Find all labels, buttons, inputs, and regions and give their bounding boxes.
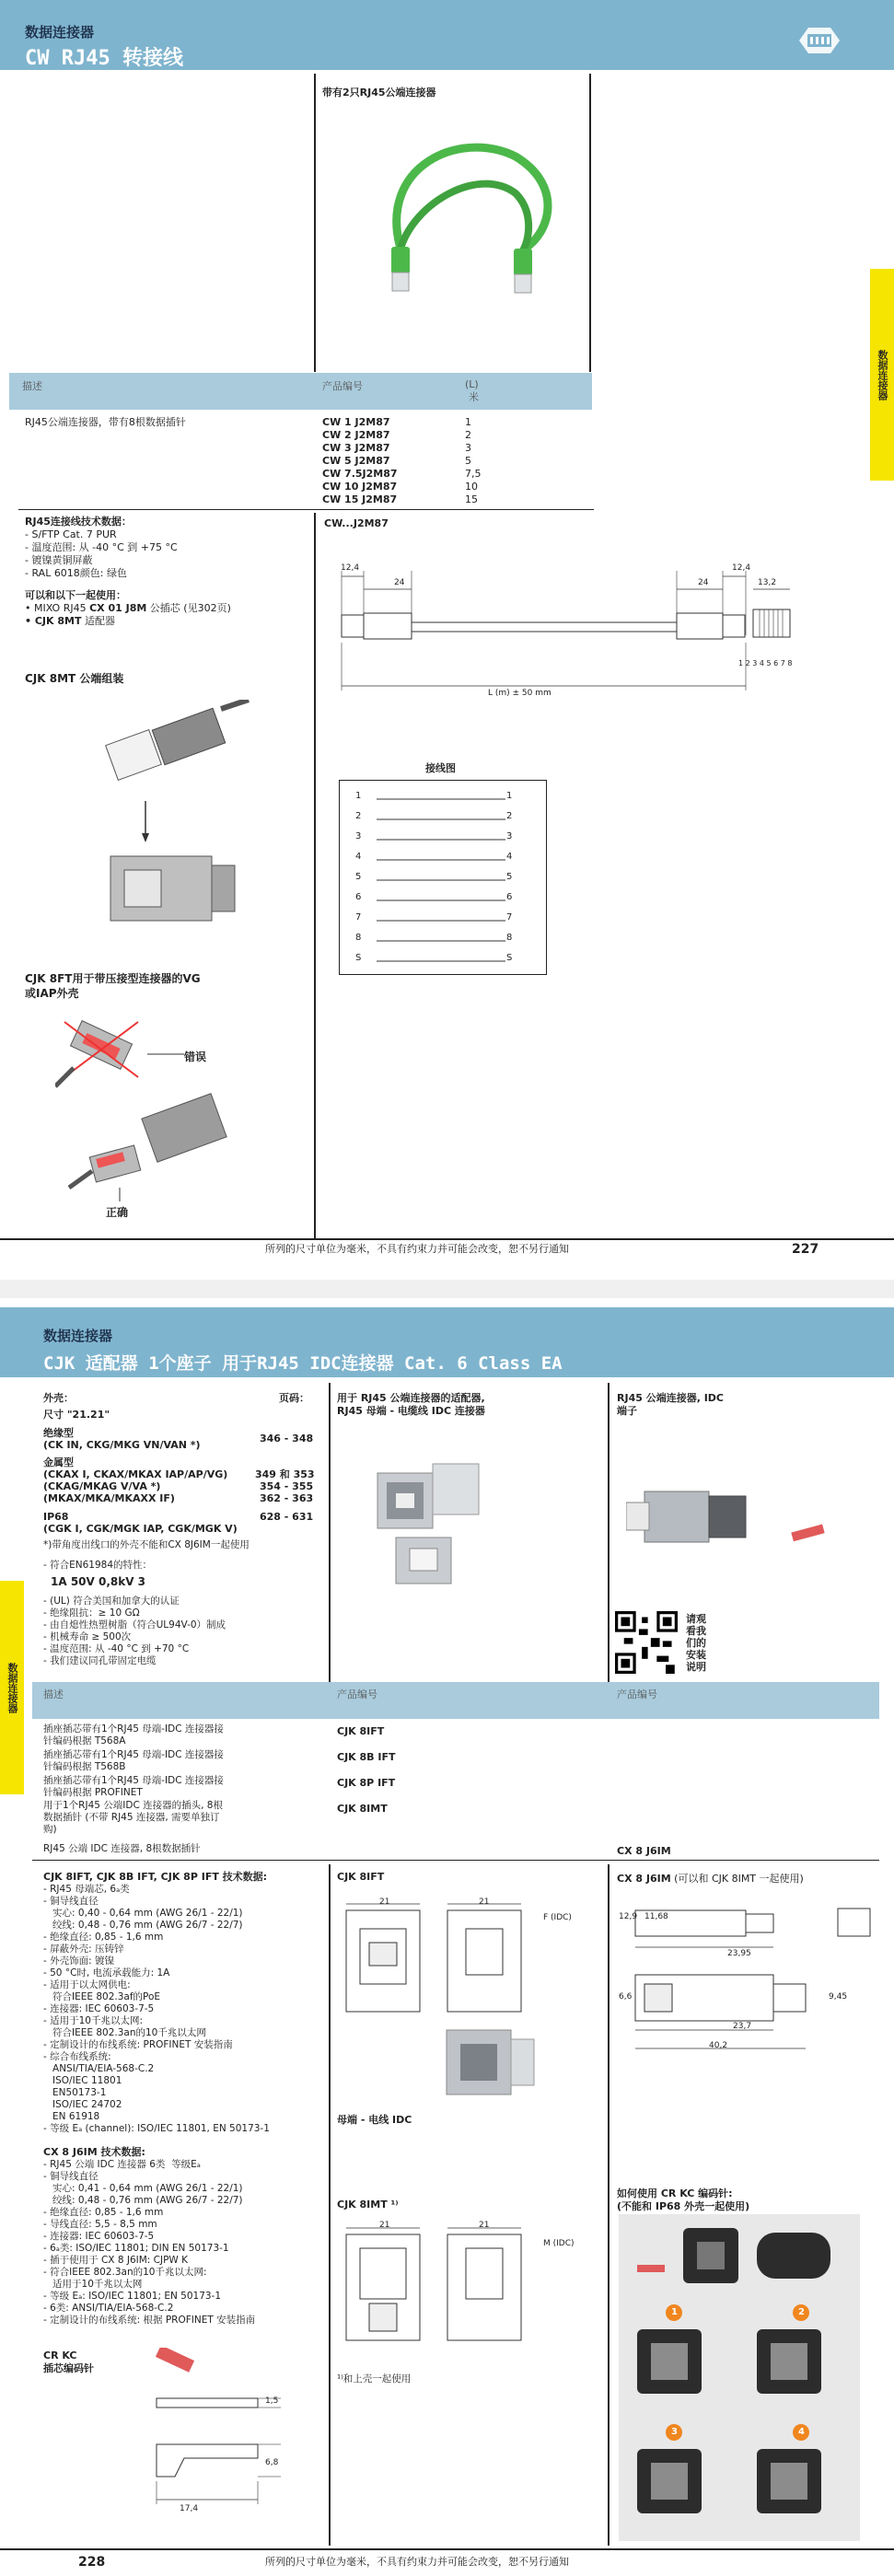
qr-caption: 请观看我们的安装说明 <box>686 1613 706 1673</box>
col3-draw-sub: (可以和 CJK 8IMT 一起使用) <box>674 1873 804 1885</box>
col3-dim-f: 23,7 <box>733 2022 752 2031</box>
page1-section-rule-right <box>322 509 594 510</box>
wire-label: 4 <box>506 852 513 862</box>
dim-length: L (m) ± 50 mm <box>488 689 551 698</box>
step-1: 1 <box>671 2307 678 2317</box>
product-length: 7,5 <box>465 468 482 480</box>
tech2-line: 绞线: 0,48 - 0,76 mm (AWG 26/7 - 22/7) <box>43 2195 243 2206</box>
cable-photo <box>359 110 571 318</box>
tech1-title: CJK 8IFT, CJK 8B IFT, CJK 8P IFT 技术数据: <box>43 1871 268 1883</box>
page2-divider-4 <box>608 1864 610 2546</box>
female-idc-photo <box>433 2021 543 2108</box>
wiring-title: 接线图 <box>425 762 456 774</box>
dim-12-4-left: 12,4 <box>341 563 360 573</box>
p2-head-code: 产品编号 <box>337 1688 377 1700</box>
p2-row-desc: 插座插芯带有1个RJ45 母端-IDC 连接器接针编码根据 PROFINET <box>43 1775 224 1798</box>
page1-side-tab: 数据连接器 <box>870 269 894 481</box>
tech1-line: - 50 °C时, 电流承载能力: 1A <box>43 1967 170 1978</box>
product-code: CW 3 J2M87 <box>322 442 390 454</box>
tech1-line: ISO/IEC 11801 <box>43 2075 122 2086</box>
tech2-line: - 符合IEEE 802.3an的10千兆以太网: <box>43 2267 207 2278</box>
crkc-title: CR KC <box>43 2350 77 2361</box>
table-head-length-unit: 米 <box>469 391 479 403</box>
col2-draw2-title: CJK 8IMT ¹⁾ <box>337 2199 399 2210</box>
page-label: 页码： <box>279 1392 309 1404</box>
page2-category: 数据连接器 <box>43 1328 113 1344</box>
tech-line: - RAL 6018颜色: 绿色 <box>25 567 128 579</box>
tech1-line: 实心: 0,40 - 0,64 mm (AWG 26/1 - 22/1) <box>43 1908 243 1919</box>
tech2-line: 实心: 0,41 - 0,64 mm (AWG 26/1 - 22/1) <box>43 2183 243 2194</box>
table-head-desc: 描述 <box>22 380 42 392</box>
crkc-drawing <box>147 2348 295 2532</box>
wire-label: 1 <box>506 791 513 801</box>
page1-table-header <box>9 373 592 410</box>
tech-title: RJ45连接线技术数据： <box>25 516 132 528</box>
crkc-dim-a: 1,5 <box>265 2396 279 2406</box>
spec-line: - (UL) 符合美国和加拿大的认证 <box>43 1595 180 1607</box>
col3-use-sub: (不能和 IP68 外壳一起使用) <box>617 2200 750 2212</box>
qr-code-icon <box>615 1611 678 1674</box>
tech1-line: - 适用于以太网供电: <box>43 1979 131 1990</box>
product-code: CW 7.5J2M87 <box>322 468 398 480</box>
spec-line: - 机械寿命 ≥ 500次 <box>43 1631 132 1642</box>
cjk-8ft-title: CJK 8FT用于带压接型连接器的VG或IAP外壳 <box>25 972 201 1000</box>
dim-24-right: 24 <box>698 578 709 587</box>
tech-line: - 镀镍黄铜屏蔽 <box>25 554 93 566</box>
female-idc-label: 母端 - 电线 IDC <box>337 2114 412 2126</box>
spec-line: - 温度范围: 从 -40 °C 到 +70 °C <box>43 1643 190 1654</box>
idc-connector-photo <box>626 1464 875 1565</box>
col2-label: 用于 RJ45 公端连接器的适配器, RJ45 母端 - 电缆线 IDC 连接器 <box>337 1392 485 1417</box>
tech1-line: 绞线: 0,48 - 0,76 mm (AWG 26/7 - 22/7) <box>43 1920 243 1931</box>
tech1-line: - 适用于10千兆以太网: <box>43 2015 144 2026</box>
housing-detail: (MKAX/MKA/MKAXX IF) <box>43 1492 175 1504</box>
p2-row-desc: 插座插芯带有1个RJ45 母端-IDC 连接器接针编码根据 T568A <box>43 1723 224 1746</box>
page1-footer-note: 所列的尺寸单位为毫米，不具有约束力并可能会改变，恕不另行通知 <box>265 1243 569 1255</box>
col2-dim-a: 21 <box>379 1897 390 1907</box>
step-2: 2 <box>798 2307 805 2317</box>
housing-pages: 346 - 348 <box>260 1433 314 1445</box>
dim-12-4-right: 12,4 <box>732 563 751 573</box>
page1-divider-right <box>589 74 591 372</box>
housing-name: IP68 <box>43 1511 69 1523</box>
page2-title: CJK 适配器 1个座子 用于RJ45 IDC连接器 Cat. 6 Class EA <box>43 1353 563 1374</box>
spec-line: - 绝缘阻抗：≥ 10 GΩ <box>43 1607 140 1619</box>
p2-row-desc: 插座插芯带有1个RJ45 母端-IDC 连接器接针编码根据 T568B <box>43 1749 224 1772</box>
tech-data-block <box>25 516 306 628</box>
housing-note: *)带角度出线口的外壳不能和CX 8J6IM一起使用 <box>43 1539 250 1550</box>
col2-draw-title: CJK 8IFT <box>337 1871 385 1883</box>
wire-label: 3 <box>355 831 362 841</box>
housing-name: 金属型 <box>43 1456 74 1468</box>
cjk-8mt-illustration <box>92 700 258 948</box>
tech1-line: - 综合布线系统: <box>43 2051 111 2062</box>
wire-label: 8 <box>506 933 513 943</box>
col2-dim-b: 21 <box>479 1897 490 1907</box>
wiring-diagram <box>339 780 547 975</box>
col3-dim-b: 11,68 <box>644 1912 668 1921</box>
wire-label: S <box>506 953 513 963</box>
tech1-line: - 绝缘直径: 0,85 - 1,6 mm <box>43 1932 164 1943</box>
page2-page-number: 228 <box>78 2555 106 2570</box>
col2-dim2-b: 21 <box>479 2221 490 2230</box>
housing-name: 绝缘型 <box>43 1427 74 1439</box>
wire-label: 7 <box>506 912 513 922</box>
col3-dim-a: 12,9 <box>619 1912 638 1921</box>
tech1-line: - 屏蔽外壳: 压铸锌 <box>43 1944 124 1955</box>
page2-divider-1 <box>329 1383 331 1687</box>
page1-divider-left-lower <box>314 513 316 1240</box>
housing-detail: (CKAX I, CKAX/MKAX IAP/AP/VG) <box>43 1468 228 1480</box>
table-head-length: (L) <box>465 378 479 390</box>
tech1-line: - 外壳饰面: 镀镍 <box>43 1955 115 1967</box>
page2-table-rule <box>32 1860 879 1861</box>
product-code: CW 15 J2M87 <box>322 493 398 505</box>
specs-block <box>43 1554 324 1667</box>
wire-label: 5 <box>506 872 513 882</box>
crkc-subtitle: 插芯编码针 <box>43 2362 94 2374</box>
housing-detail: (CK IN, CKG/MKG VN/VAN *) <box>43 1439 201 1451</box>
col2-dim2-a: 21 <box>379 2221 390 2230</box>
page2-footer-rule <box>0 2548 894 2550</box>
coding-pin-steps <box>619 2214 860 2541</box>
tech1-line: - 连接器: IEC 60603-7-5 <box>43 2003 155 2014</box>
housing-pages: 628 - 631 <box>260 1511 314 1523</box>
drawing-title: CW...J2M87 <box>324 517 389 529</box>
tech1-line: - 定制设计的布线系统: PROFINET 安装指南 <box>43 2039 233 2050</box>
wire-label: 2 <box>355 811 362 821</box>
page1-title: CW RJ45 转接线 <box>25 47 183 70</box>
p2-row-desc: 用于1个RJ45 公端IDC 连接器的插头, 8根数据插针 (不带 RJ45 连接器, 需要单独订购) <box>43 1800 223 1835</box>
tech2-line: - 连接器: IEC 60603-7-5 <box>43 2231 155 2242</box>
tech-line: - S/FTP Cat. 7 PUR <box>25 528 117 540</box>
tech2-line: - 6ₐ类: ISO/IEC 11801; DIN EN 50173-1 <box>43 2243 229 2254</box>
wire-label: 3 <box>506 831 513 841</box>
product-length: 10 <box>465 481 478 493</box>
size-label: 尺寸 "21.21" <box>43 1409 110 1421</box>
col3-dim-c: 23,95 <box>727 1949 751 1958</box>
page2-divider-3 <box>329 1864 331 2546</box>
dim-13-2: 13,2 <box>758 578 777 587</box>
col2-idc: F (IDC) <box>543 1913 572 1922</box>
page1-footer-rule <box>0 1238 894 1240</box>
spec-line: - 我们建议同孔带固定电缆 <box>43 1655 157 1666</box>
tech1-line: EN 61918 <box>43 2111 100 2122</box>
tech2-line: - 6类: ANSI/TIA/EIA-568-C.2 <box>43 2303 174 2314</box>
product-code: CW 2 J2M87 <box>322 429 390 441</box>
tech2-line: - 导线直径: 5,5 - 8,5 mm <box>43 2219 157 2230</box>
housing-pages: 349 和 353 <box>255 1468 315 1480</box>
page2-side-tab: 数据连接器 <box>0 1581 24 1794</box>
col3-draw-heading <box>617 1871 884 1886</box>
step-3: 3 <box>671 2427 678 2437</box>
product-length: 3 <box>465 442 471 454</box>
spec-line: - 由自熄性热塑树脂（符合UL94V-0）制成 <box>43 1619 226 1630</box>
col3-draw-title: CX 8 J6IM <box>617 1873 671 1885</box>
tech2-line: - 绝缘直径: 0,85 - 1,6 mm <box>43 2207 164 2218</box>
tech1-line: ANSI/TIA/EIA-568-C.2 <box>43 2063 155 2074</box>
crkc-dim-c: 17,4 <box>180 2504 199 2513</box>
product-description: RJ45公端连接器，带有8根数据插针 <box>25 416 186 428</box>
tech2-title: CX 8 J6IM 技术数据: <box>43 2146 145 2158</box>
tech2-line: - 定制设计的布线系统: 根据 PROFINET 安装指南 <box>43 2315 256 2326</box>
table-head-code: 产品编号 <box>322 380 363 392</box>
wire-label: 7 <box>355 912 362 922</box>
page2-footer-note: 所列的尺寸单位为毫米，不具有约束力并可能会改变，恕不另行通知 <box>265 2556 569 2568</box>
tech1-block <box>43 1871 324 2327</box>
tech1-line: 符合IEEE 802.3af的PoE <box>43 1991 161 2002</box>
p2-head-code2: 产品编号 <box>617 1688 657 1700</box>
step-4: 4 <box>798 2427 805 2437</box>
qr-code[interactable] <box>615 1611 678 1674</box>
col2-idc2: M (IDC) <box>543 2239 575 2248</box>
tech-line: - 温度范围: 从 -40 °C 到 +75 °C <box>25 541 178 553</box>
tech2-line: - 铜导线直径 <box>43 2171 99 2182</box>
logo-mark-icon <box>792 24 847 57</box>
wire-label: 6 <box>355 892 362 902</box>
col2-note: ¹⁾和上壳一起使用 <box>337 2373 412 2385</box>
wire-label: S <box>355 953 362 963</box>
p2-row-code: CJK 8IMT <box>337 1803 388 1815</box>
adapter-photo <box>368 1445 516 1593</box>
housing-label: 外壳： <box>43 1392 74 1404</box>
product-length: 15 <box>465 493 478 505</box>
dim-24-left: 24 <box>394 578 405 587</box>
col3-use-title: 如何使用 CR KC 编码针: <box>617 2187 733 2199</box>
pin-numbers: 1 2 3 4 5 6 7 8 <box>738 659 793 667</box>
col3-label: RJ45 公端连接器, IDC 端子 <box>617 1392 725 1417</box>
product-code: CW 10 J2M87 <box>322 481 398 493</box>
tech1-line: ISO/IEC 24702 <box>43 2099 122 2110</box>
p2-row-desc: RJ45 公端 IDC 连接器, 8根数据插针 <box>43 1843 201 1854</box>
compat-line-2: • CJK 8MT 适配器 <box>25 615 115 627</box>
page2-divider-2 <box>608 1383 610 1687</box>
p2-head-desc: 描述 <box>43 1688 64 1700</box>
cjk-8mt-title: CJK 8MT 公端组装 <box>25 672 124 685</box>
ilme-logo <box>792 24 847 57</box>
housing-detail: (CKAG/MKAG V/VA *) <box>43 1480 161 1492</box>
p2-row-code: CJK 8B IFT <box>337 1751 396 1763</box>
tech1-line: - 铜导线直径 <box>43 1896 99 1907</box>
tech2-line: - 插于使用于 CX 8 J6IM: CJPW K <box>43 2255 189 2266</box>
p2-row-code: CJK 8P IFT <box>337 1777 396 1789</box>
tech1-line: - RJ45 母端芯, 6ₐ类 <box>43 1884 130 1895</box>
tech2-line: - 等级 Eₐ: ISO/IEC 11801; EN 50173-1 <box>43 2291 222 2302</box>
specs-main: 1A 50V 0,8kV 3 <box>51 1575 146 1588</box>
page1-category: 数据连接器 <box>25 24 95 41</box>
wire-label: 2 <box>506 811 513 821</box>
tech2-line: - RJ45 公端 IDC 连接器 6类 等级Eₐ <box>43 2159 201 2170</box>
wrong-right-illustration <box>55 1013 239 1206</box>
tech1-line: 符合IEEE 802.3an的10千兆以太网 <box>43 2027 206 2038</box>
page1-divider-left <box>314 74 316 372</box>
col3-dim-g: 40,2 <box>709 2041 728 2050</box>
wire-label: 1 <box>355 791 362 801</box>
p2-row-code: CJK 8IFT <box>337 1725 385 1737</box>
wrong-label: 错误 <box>184 1050 207 1063</box>
compat-title: 可以和以下一起使用： <box>25 589 126 601</box>
product-label: 带有2只RJ45公端连接器 <box>322 87 436 99</box>
wire-label: 6 <box>506 892 513 902</box>
housing-detail: (CGK I, CGK/MGK IAP, CGK/MGK V) <box>43 1523 238 1535</box>
page1-page-number: 227 <box>792 1242 819 1257</box>
product-code: CW 5 J2M87 <box>322 455 390 467</box>
crkc-dim-b: 6,8 <box>265 2458 279 2467</box>
product-code: CW 1 J2M87 <box>322 416 390 428</box>
cable-drawing <box>327 552 806 709</box>
wire-label: 5 <box>355 872 362 882</box>
housing-pages: 354 - 355 <box>260 1480 314 1492</box>
right-label: 正确 <box>106 1206 129 1219</box>
p2-row-code2: CX 8 J6IM <box>617 1845 671 1857</box>
tech1-line: EN50173-1 <box>43 2087 107 2098</box>
col3-dim-e: 9,45 <box>829 1992 848 2002</box>
page2-table-header <box>32 1682 879 1719</box>
product-length: 1 <box>465 416 471 428</box>
wire-label: 4 <box>355 852 362 862</box>
page-gap <box>0 1280 894 1298</box>
product-length: 5 <box>465 455 471 467</box>
product-length: 2 <box>465 429 471 441</box>
specs-intro: - 符合EN61984的特性： <box>43 1560 153 1571</box>
compat-line-1: • MIXO RJ45 CX 01 J8M 公插芯 (见302页) <box>25 602 231 614</box>
tech1-line: - 等级 Eₐ (channel): ISO/IEC 11801, EN 50173-1 <box>43 2123 270 2134</box>
col3-dim-d: 6,6 <box>619 1992 633 2002</box>
tech2-line: 适用于10千兆以太网 <box>43 2279 143 2290</box>
housing-pages: 362 - 363 <box>260 1492 314 1504</box>
wire-label: 8 <box>355 933 362 943</box>
